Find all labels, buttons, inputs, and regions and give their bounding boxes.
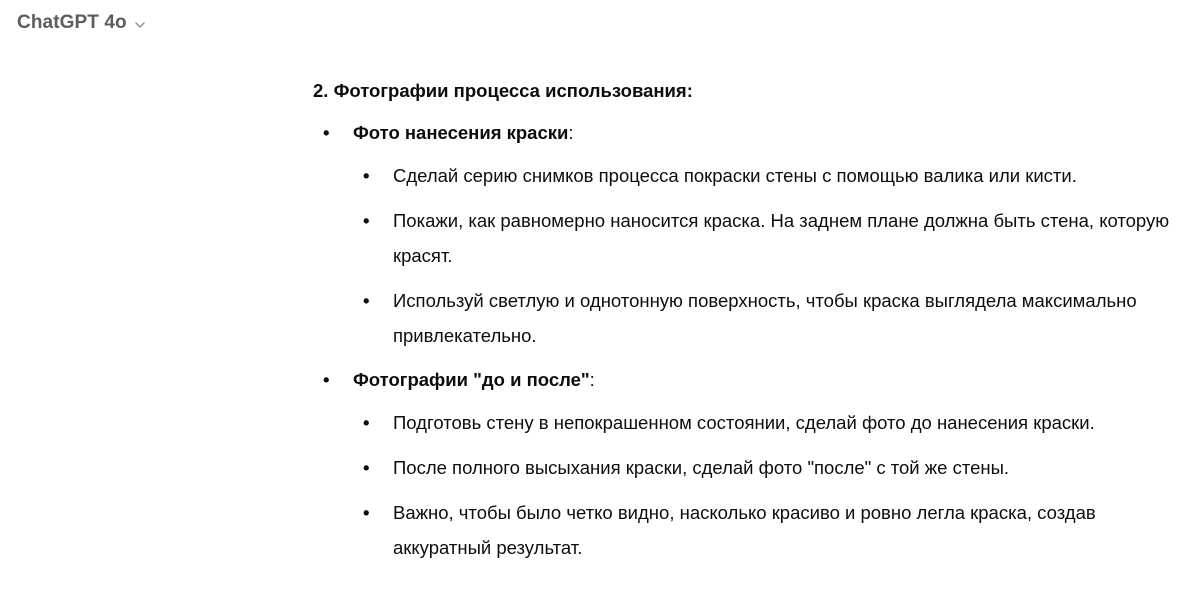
bullet-icon: • bbox=[363, 502, 370, 523]
model-selector[interactable] bbox=[17, 9, 146, 37]
sub-list-item-text: Важно, чтобы было четко видно, насколько красиво и ровно легла краска, создав аккуратный результат. bbox=[393, 502, 1096, 558]
bullet-icon: • bbox=[363, 290, 370, 311]
sub-list-item bbox=[353, 450, 1193, 485]
list-item-label: Фото нанесения краски bbox=[353, 122, 569, 143]
sub-list bbox=[353, 158, 1193, 353]
list-item-suffix: : bbox=[568, 122, 574, 143]
model-name: ChatGPT 4o bbox=[17, 12, 127, 33]
list-item bbox=[313, 363, 1193, 565]
sub-list-item bbox=[353, 283, 1193, 353]
sub-list-item-text: Покажи, как равномерно наносится краска. На заднем плане должна быть стена, которую красят. bbox=[393, 210, 1170, 266]
list-item-label: Фотографии "до и после" bbox=[353, 369, 590, 390]
sub-list-item-text: Подготовь стену в непокрашенном состоянии, сделай фото до нанесения краски. bbox=[393, 412, 1095, 433]
bullet-icon: • bbox=[363, 210, 370, 231]
section-heading: 2. Фотографии процесса использования: bbox=[313, 80, 693, 101]
bullet-list bbox=[313, 116, 1193, 565]
sub-list-item bbox=[353, 495, 1193, 565]
assistant-message bbox=[313, 74, 1193, 575]
list-item bbox=[313, 116, 1193, 353]
chevron-down-icon bbox=[134, 18, 146, 30]
bullet-icon: • bbox=[323, 122, 330, 143]
list-item-suffix: : bbox=[589, 369, 595, 390]
bullet-icon: • bbox=[363, 165, 370, 186]
sub-list-item-text: Используй светлую и однотонную поверхность, чтобы краска выглядела максимально привлекательно. bbox=[393, 290, 1137, 346]
bullet-icon: • bbox=[363, 412, 370, 433]
bullet-icon: • bbox=[363, 457, 370, 478]
sub-list-item bbox=[353, 158, 1193, 193]
sub-list-item-text: Сделай серию снимков процесса покраски стены с помощью валика или кисти. bbox=[393, 165, 1077, 186]
sub-list-item-text: После полного высыхания краски, сделай фото "после" с той же стены. bbox=[393, 457, 1010, 478]
sub-list-item bbox=[353, 405, 1193, 440]
sub-list bbox=[353, 405, 1193, 565]
sub-list-item bbox=[353, 203, 1193, 273]
bullet-icon: • bbox=[323, 369, 330, 390]
